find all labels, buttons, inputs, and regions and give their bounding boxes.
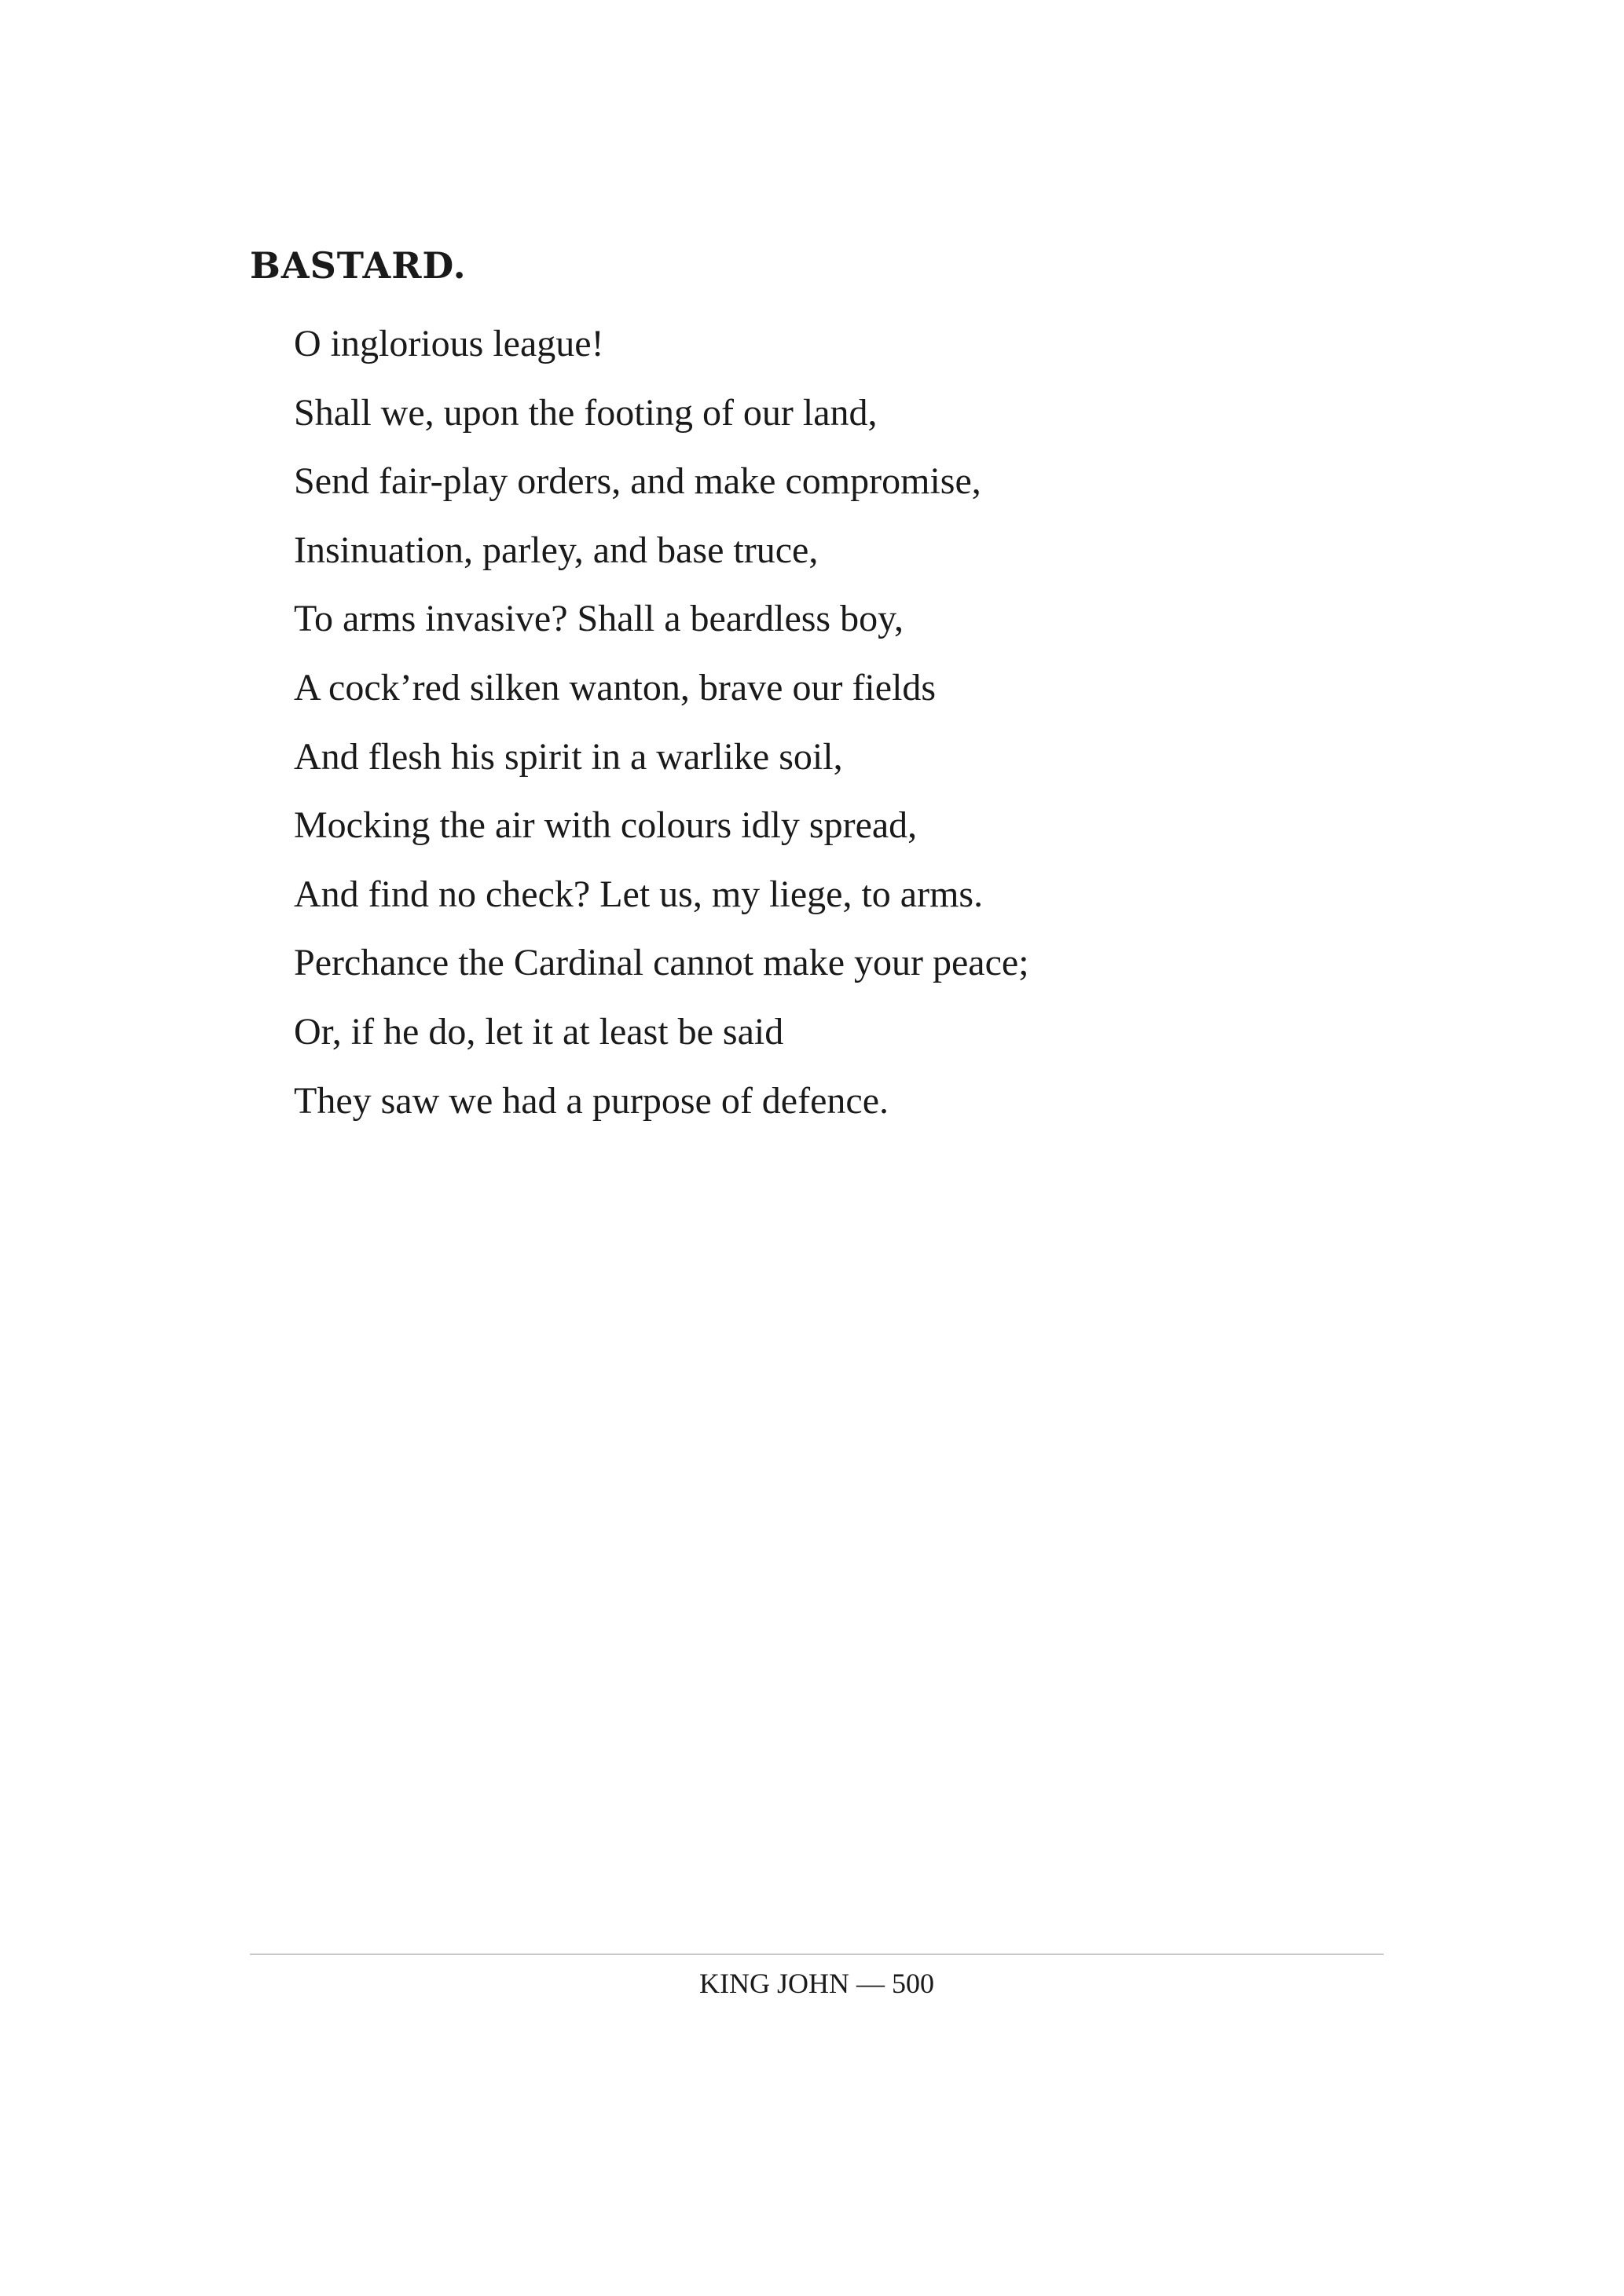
speaker-name: BASTARD.	[250, 244, 467, 287]
verse-line: Send fair-play orders, and make compromise,	[294, 460, 981, 503]
verse-block	[294, 309, 1029, 1135]
verse-line: Shall we, upon the footing of our land,	[294, 391, 878, 434]
verse-line: They saw we had a purpose of defence.	[294, 1079, 889, 1122]
verse-line: A cock’red silken wanton, brave our fields	[294, 666, 937, 709]
verse-line: O inglorious league!	[294, 323, 604, 364]
verse-line: Mocking the air with colours idly spread,	[294, 804, 918, 847]
verse-line: Perchance the Cardinal cannot make your peace;	[294, 942, 1029, 984]
verse-line: And find no check? Let us, my liege, to arms.	[294, 873, 984, 915]
verse-line: Insinuation, parley, and base truce,	[294, 529, 819, 571]
page-footer: KING JOHN — 500	[699, 1968, 934, 1999]
verse-line: To arms invasive? Shall a beardless boy,	[294, 598, 904, 640]
verse-line: And flesh his spirit in a warlike soil,	[294, 735, 843, 778]
verse-line: Or, if he do, let it at least be said	[294, 1010, 784, 1053]
footer-divider	[250, 1954, 1384, 1955]
